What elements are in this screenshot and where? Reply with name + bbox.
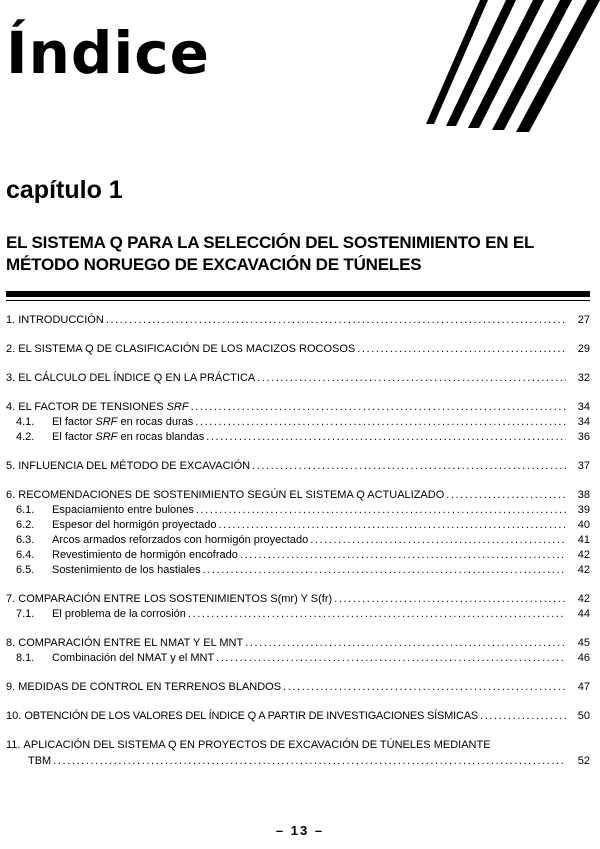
toc-subentry-6-3[interactable]: 6.3. Arcos armados reforzados con hormigón proyectado ..... 41 [6,533,590,548]
toc-subentry-6-4[interactable]: 6.4. Revestimiento de hormigón encofrado ..... 42 [6,548,590,563]
dot-leader [53,753,566,769]
toc-subentry-4-1[interactable]: 4.1. El factor SRF en rocas duras ..... 34 [6,415,590,430]
chapter-title-line-2: MÉTODO NORUEGO DE EXCAVACIÓN DE TÚNELES [6,255,422,274]
toc-entry-number: 3. [6,372,16,384]
toc-entry-number: 4.2. [16,431,35,443]
dot-leader [446,487,566,503]
toc-entry-number: 10. [6,710,22,722]
toc-entry-number: 9. [6,681,16,693]
toc-entry-title: EL SISTEMA Q DE CLASIFICACIÓN DE LOS MACIZOS ROCOSOS [18,343,356,355]
toc-subentry-6-1[interactable]: 6.1. Espaciamiento entre bulones ..... 39 [6,503,590,518]
toc-entry-title: COMPARACIÓN ENTRE EL NMAT Y EL MNT [18,637,244,649]
toc-entry-page: 50 [577,710,590,722]
toc-entry-number: 1. [6,314,16,326]
toc-entry-title-continued: TBM [28,755,52,767]
toc-entry-1[interactable] [6,312,590,328]
toc-entry-number: 5. [6,460,16,472]
toc-entry-title-italic: SRF [166,401,189,413]
chapter-label: capítulo 1 [6,176,123,204]
toc-entry-title: COMPARACIÓN ENTRE LOS SOSTENIMIENTOS S(mr) Y S(fr) [18,593,333,605]
toc-entry-page: 32 [577,372,590,384]
dot-leader [480,708,566,724]
dot-leader [106,312,566,328]
page-title: Índice [6,19,210,87]
toc-entry-2[interactable] [6,341,590,357]
toc-entry-title: APLICACIÓN DEL SISTEMA Q EN PROYECTOS DE EXCAVACIÓN DE TÚNELES MEDIANTE [23,739,491,751]
toc-entry-page: 47 [577,681,590,693]
dot-leader [188,607,566,622]
toc-subentry-7-1[interactable]: 7.1. El problema de la corrosión ..... 44 [6,607,590,622]
dot-leader [203,563,566,578]
dot-leader [310,533,566,548]
toc-entry-title: EL FACTOR DE TENSIONES [18,401,167,413]
dot-leader [206,430,566,445]
dot-leader [195,415,566,430]
page-number: – 13 – [275,823,325,838]
dot-leader [283,679,566,695]
dot-leader [245,635,566,651]
toc-entry-title: INTRODUCCIÓN [18,314,104,326]
toc-entry-7[interactable] [6,591,590,622]
dot-leader [240,548,566,563]
toc-entry-title: INFLUENCIA DEL MÉTODO DE EXCAVACIÓN [18,460,251,472]
divider-thin [6,300,590,301]
toc-entry-number: 6. [6,489,16,501]
toc-entry-number: 4. [6,401,16,413]
toc-entry-page: 29 [577,343,590,355]
dot-leader [357,341,566,357]
dot-leader [216,651,566,666]
toc-entry-page: 27 [577,314,590,326]
chapter-title [6,232,596,276]
toc-entry-page: 45 [577,637,590,649]
toc-subentry-8-1[interactable]: 8.1. Combinación del NMAT y el MNT ..... 46 [6,651,590,666]
dot-leader [252,458,566,474]
chapter-title-line-1: EL SISTEMA Q PARA LA SELECCIÓN DEL SOSTENIMIENTO EN EL [6,233,535,252]
toc-entry-8[interactable] [6,635,590,666]
toc-entry-number: 2. [6,343,16,355]
divider-thick [6,291,590,297]
toc-entry-number: 4.1. [16,416,35,428]
toc-entry-page: 37 [577,460,590,472]
toc-entry-number: 7. [6,593,16,605]
toc-entry-number: 8. [6,637,16,649]
toc-entry-9[interactable] [6,679,590,695]
toc-entry-number: 11. [6,739,21,751]
toc-entry-page: 36 [577,431,590,443]
dot-leader [196,503,566,518]
table-of-contents [6,312,590,769]
toc-subentry-6-2[interactable]: 6.2. Espesor del hormigón proyectado ..... 40 [6,518,590,533]
dot-leader [218,518,566,533]
toc-entry-title: MEDIDAS DE CONTROL EN TERRENOS BLANDOS [18,681,282,693]
toc-entry-page: 52 [577,755,590,767]
dot-leader [334,591,566,607]
toc-entry-page: 34 [577,416,590,428]
toc-entry-title: RECOMENDACIONES DE SOSTENIMIENTO SEGÚN EL SISTEMA Q ACTUALIZADO [18,489,445,501]
toc-entry-4[interactable] [6,399,590,445]
toc-entry-page: 34 [577,401,590,413]
dot-leader [191,399,566,415]
diagonal-stripes-decoration [420,0,600,135]
toc-subentry-4-2[interactable]: 4.2. El factor SRF en rocas blandas ..... 36 [6,430,590,445]
toc-entry-title: EL CÁLCULO DEL ÍNDICE Q EN LA PRÁCTICA [18,372,256,384]
toc-entry-6[interactable] [6,487,590,578]
toc-subentry-6-5[interactable]: 6.5. Sostenimiento de los hastiales ..... 42 [6,563,590,578]
toc-entry-10[interactable] [6,708,590,724]
toc-entry-page: 38 [577,489,590,501]
dot-leader [257,370,566,386]
toc-entry-page: 42 [577,593,590,605]
toc-entry-5[interactable] [6,458,590,474]
toc-entry-11[interactable] [6,737,590,769]
toc-entry-3[interactable] [6,370,590,386]
toc-entry-title: OBTENCIÓN DE LOS VALORES DEL ÍNDICE Q A PARTIR DE INVESTIGACIONES SÍSMICAS [24,710,478,722]
